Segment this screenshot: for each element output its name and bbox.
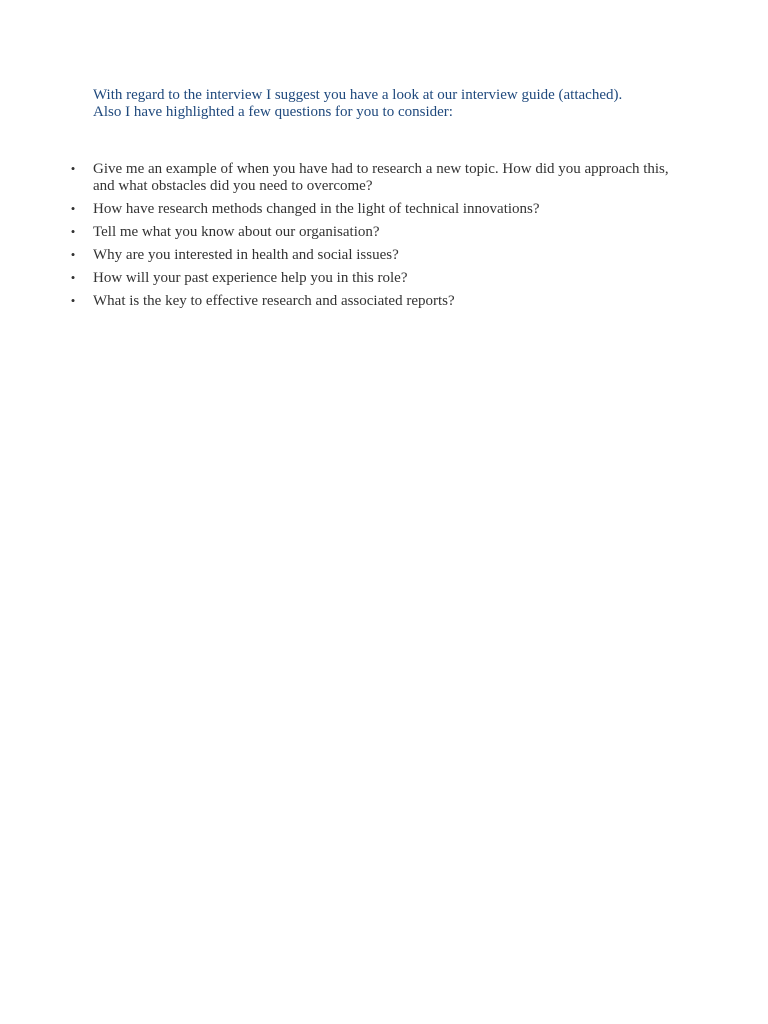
bullet-icon: •: [70, 200, 76, 216]
list-item: [0, 293, 673, 310]
intro-line-2: Also I have highlighted a few questions for you to consider:: [93, 104, 453, 120]
question-text: What is the key to effective research and associated reports?: [93, 292, 455, 309]
bullet-icon: •: [70, 269, 76, 285]
question-text: How will your past experience help you in this role?: [93, 269, 408, 286]
question-list: [0, 161, 768, 316]
list-item: [0, 224, 673, 241]
list-item: [0, 201, 673, 218]
list-item: [0, 270, 673, 287]
bullet-icon: •: [70, 292, 76, 308]
question-text: How have research methods changed in the light of technical innovations?: [93, 200, 540, 217]
intro-line-1: With regard to the interview I suggest you have a look at our interview guide (attached).: [93, 87, 623, 103]
question-text: Tell me what you know about our organisation?: [93, 223, 380, 240]
bullet-icon: •: [70, 246, 76, 262]
bullet-icon: •: [70, 223, 76, 239]
question-text: Why are you interested in health and social issues?: [93, 246, 399, 263]
list-item: [0, 161, 673, 194]
bullet-icon: •: [70, 161, 76, 176]
list-item: [0, 247, 673, 264]
intro-paragraph: [93, 87, 713, 121]
question-text: Give me an example of when you have had to research a new topic. How did you approach this, and what obstacles did you need to overcome?: [93, 161, 669, 194]
